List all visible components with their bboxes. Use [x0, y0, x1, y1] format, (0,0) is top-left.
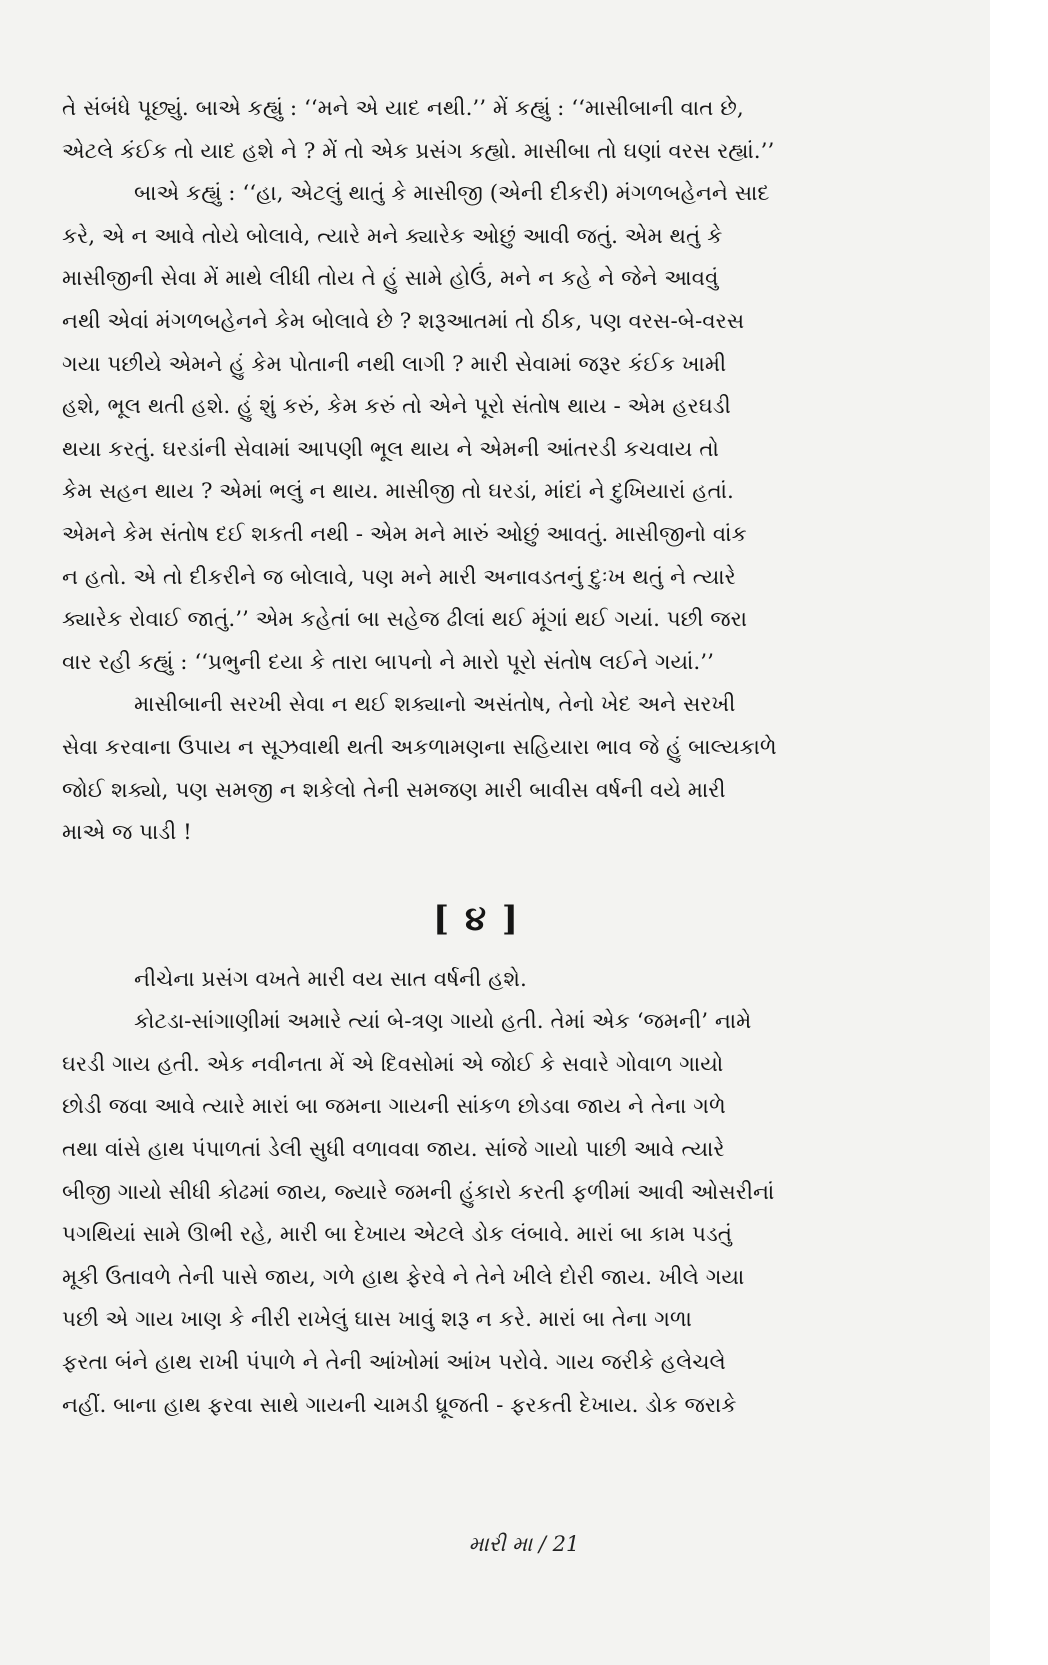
text-line: વાર રહી કહ્યું : ‘‘પ્રભુની દયા કે તારા બાપનો ને મારો પૂરો સંતોષ લઈને ગયાં.’’: [62, 649, 714, 675]
text-line: કરે, એ ન આવે તોયે બોલાવે, ત્યારે મને ક્યારેક ઓછું આવી જતું. એમ થતું કે: [62, 223, 723, 249]
text-line: એટલે કંઈક તો યાદ હશે ને ? મેં તો એક પ્રસંગ કહ્યો. માસીબા તો ઘણાં વરસ રહ્યાં.’’: [62, 138, 775, 164]
text-line: જોઈ શક્યો, પણ સમજી ન શકેલો તેની સમજણ મારી બાવીસ વર્ષની વયે મારી: [62, 777, 726, 803]
text-line: માસીજીની સેવા મેં માથે લીધી તોય તે હું સામે હોઉં, મને ન કહે ને જેને આવવું: [62, 266, 719, 292]
paragraph: [62, 684, 891, 854]
text-line: માસીબાની સરખી સેવા ન થઈ શક્યાનો અસંતોષ, તેનો ખેદ અને સરખી: [134, 692, 736, 718]
bottom-paragraphs: [62, 959, 891, 1428]
page-content: [62, 88, 891, 1427]
text-line: ઘરડી ગાય હતી. એક નવીનતા મેં એ દિવસોમાં એ જોઈ કે સવારે ગોવાળ ગાયો: [62, 1051, 724, 1077]
text-line: ગયા પછીયે એમને હું કેમ પોતાની નથી લાગી ? મારી સેવામાં જરૂર કંઈક ખામી: [62, 351, 727, 377]
text-line: થયા કરતું. ઘરડાંની સેવામાં આપણી ભૂલ થાય ને એમની આંતરડી કચવાય તો: [62, 436, 719, 462]
text-line: એમને કેમ સંતોષ દઈ શકતી નથી - એમ મને મારું ઓછું આવતું. માસીજીનો વાંક: [62, 521, 747, 547]
paragraph: [62, 1001, 891, 1427]
text-line: તથા વાંસે હાથ પંપાળતાં ડેલી સુધી વળાવવા જાય. સાંજે ગાયો પાછી આવે ત્યારે: [62, 1137, 725, 1163]
section-heading: [ ૪ ]: [433, 898, 520, 939]
text-line: નીચેના પ્રસંગ વખતે મારી વય સાત વર્ષની હશે.: [134, 966, 527, 992]
paragraph: [62, 173, 891, 684]
page-footer: મારી મા / 21: [468, 1532, 580, 1556]
text-line: નથી એવાં મંગળબહેનને કેમ બોલાવે છે ? શરૂઆતમાં તો ઠીક, પણ વરસ-બે-વરસ: [62, 308, 745, 334]
text-line: તે સંબંધે પૂછ્યું. બાએ કહ્યું : ‘‘મને એ યાદ નથી.’’ મેં કહ્યું : ‘‘માસીબાની વાત છે,: [62, 96, 744, 121]
text-line: હશે, ભૂલ થતી હશે. હું શું કરું, કેમ કરું તો એને પૂરો સંતોષ થાય - એમ હરઘડી: [62, 394, 731, 420]
text-line: ન હતો. એ તો દીકરીને જ બોલાવે, પણ મને મારી અનાવડતનું દુઃખ થતું ને ત્યારે: [62, 564, 736, 590]
text-line: માએ જ પાડી !: [62, 820, 192, 846]
text-line: કેમ સહન થાય ? એમાં ભલું ન થાય. માસીજી તો ઘરડાં, માંદાં ને દુખિયારાં હતાં.: [62, 479, 734, 505]
paragraph: [62, 88, 891, 173]
text-line: બાએ કહ્યું : ‘‘હા, એટલું થાતું કે માસીજી (એની દીકરી) મંગળબહેનને સાદ: [134, 181, 770, 207]
text-line: સેવા કરવાના ઉપાય ન સૂઝવાથી થતી અકળામણના સહિયારા ભાવ જે હું બાલ્યકાળે: [62, 734, 777, 760]
top-paragraphs: [62, 88, 891, 855]
text-line: મૂકી ઉતાવળે તેની પાસે જાય, ગળે હાથ ફેરવે ને તેને ખીલે દોરી જાય. ખીલે ગયા: [62, 1264, 745, 1290]
text-line: નહીં. બાના હાથ ફરવા સાથે ગાયની ચામડી ધ્રૂજતી - ફરકતી દેખાય. ડોક જરાકે: [62, 1392, 737, 1418]
text-line: બીજી ગાયો સીધી કોઢમાં જાય, જ્યારે જમની હુંકારો કરતી ફળીમાં આવી ઓસરીનાં: [62, 1179, 775, 1205]
text-line: પગથિયાં સામે ઊભી રહે, મારી બા દેખાય એટલે ડોક લંબાવે. મારાં બા કામ પડતું: [62, 1222, 733, 1248]
paragraph: [62, 959, 891, 1002]
text-line: કોટડા-સાંગાણીમાં અમારે ત્યાં બે-ત્રણ ગાયો હતી. તેમાં એક ‘જમની’ નામે: [134, 1009, 752, 1035]
page-margin-edge: [990, 0, 1048, 1665]
text-line: છોડી જવા આવે ત્યારે મારાં બા જમના ગાયની સાંકળ છોડવા જાય ને તેના ગળે: [62, 1094, 726, 1120]
text-line: પછી એ ગાય ખાણ કે નીરી રાખેલું ઘાસ ખાવું શરૂ ન કરે. મારાં બા તેના ગળા: [62, 1307, 692, 1333]
text-line: ક્યારેક રોવાઈ જાતું.’’ એમ કહેતાં બા સહેજ ઢીલાં થઈ મૂંગાં થઈ ગયાં. પછી જરા: [62, 607, 748, 633]
text-line: ફરતા બંને હાથ રાખી પંપાળે ને તેની આંખોમાં આંખ પરોવે. ગાય જરીકે હલેચલે: [62, 1350, 726, 1376]
